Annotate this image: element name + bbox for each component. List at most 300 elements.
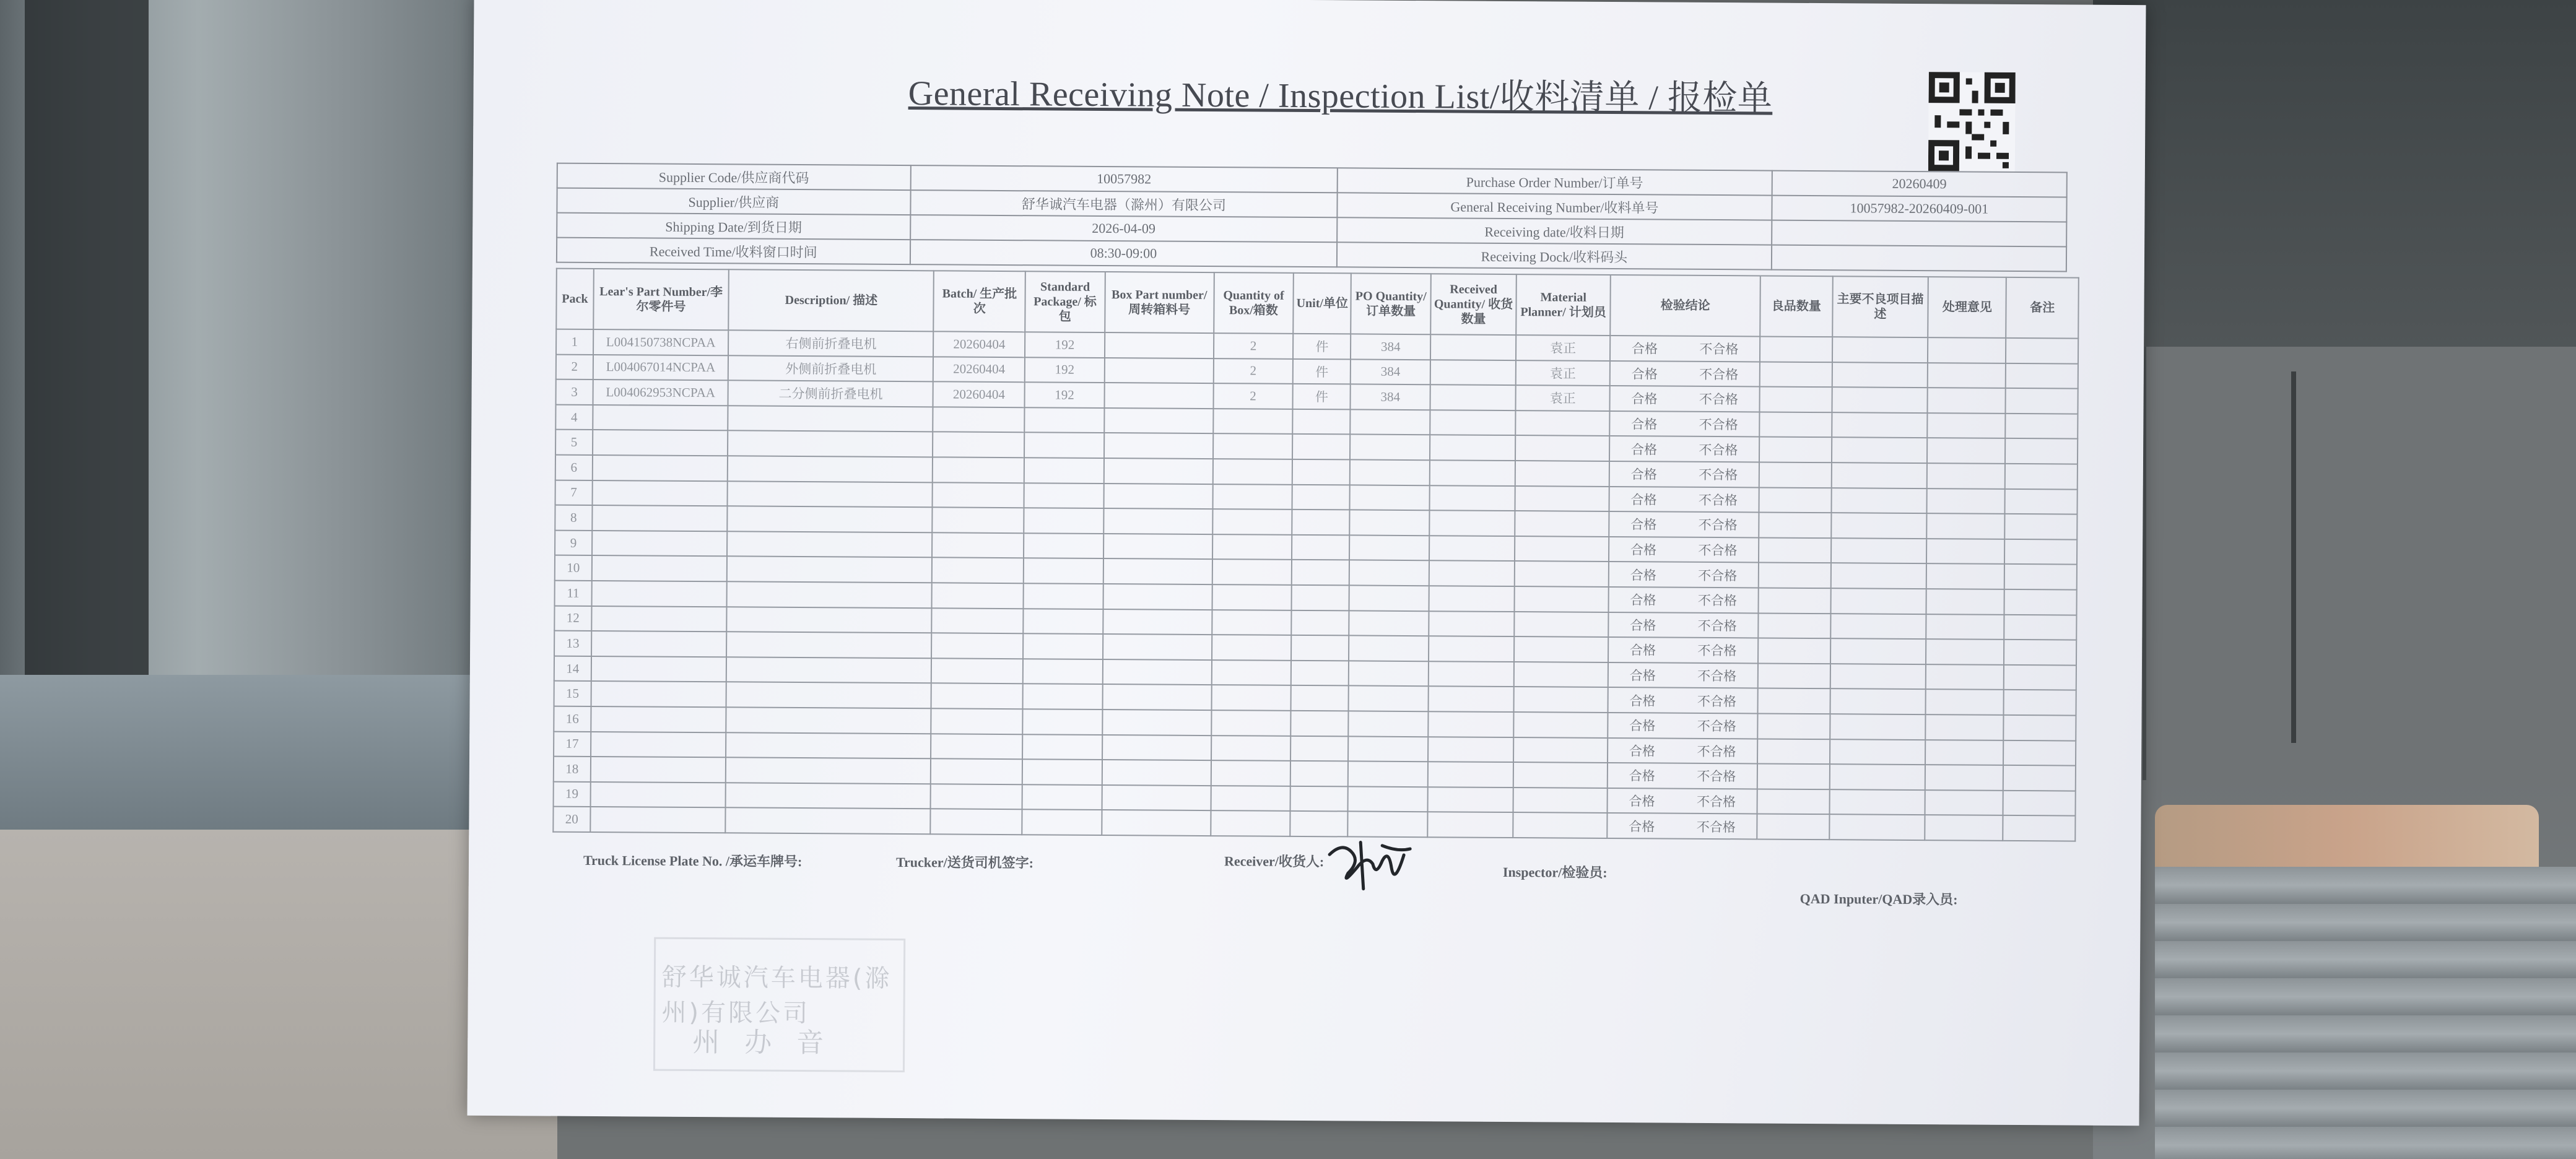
planner-cell xyxy=(1515,410,1609,436)
remark-cell xyxy=(2003,765,2076,791)
part-cell xyxy=(593,430,728,456)
planner-cell xyxy=(1514,636,1608,662)
planner-cell xyxy=(1514,662,1608,688)
defect-desc-cell xyxy=(1830,739,1926,765)
fail-label: 不合格 xyxy=(1697,719,1736,734)
defect-desc-cell xyxy=(1830,614,1926,640)
items-table xyxy=(552,268,2079,842)
part-cell xyxy=(591,606,727,632)
receiver-signature xyxy=(1323,830,1417,898)
part-cell xyxy=(591,656,726,682)
desc-cell xyxy=(727,581,932,608)
desc-cell xyxy=(726,632,931,658)
fail-label: 不合格 xyxy=(1698,542,1738,558)
batch-cell xyxy=(931,734,1022,759)
stamp-department-text: 州办音 xyxy=(692,1026,849,1059)
pack-cell: 14 xyxy=(554,656,591,681)
qty-box-cell xyxy=(1212,584,1292,610)
qty-box-cell xyxy=(1212,534,1292,560)
recv-qty-cell xyxy=(1427,787,1513,812)
inspection-result-cell xyxy=(1610,361,1760,387)
remark-cell xyxy=(2003,740,2076,765)
defect-desc-cell xyxy=(1830,638,1926,664)
std-pkg-cell xyxy=(1023,659,1103,684)
part-cell xyxy=(592,531,728,557)
batch-cell xyxy=(931,809,1022,835)
batch-cell xyxy=(932,532,1024,558)
part-cell xyxy=(591,731,726,757)
std-pkg-cell xyxy=(1024,508,1103,533)
inspection-result-cell xyxy=(1609,562,1759,588)
desc-cell xyxy=(727,607,932,633)
handling-cell xyxy=(1927,438,2005,463)
pack-cell: 16 xyxy=(554,706,591,731)
remark-cell xyxy=(2004,715,2076,740)
batch-cell xyxy=(933,457,1024,482)
qty-box-cell xyxy=(1211,786,1290,811)
column-header: 备注 xyxy=(2006,277,2079,339)
std-pkg-cell xyxy=(1024,458,1104,483)
batch-cell: 20260404 xyxy=(933,357,1025,382)
part-cell xyxy=(590,757,726,783)
handling-cell xyxy=(1927,488,2005,514)
desc-cell xyxy=(726,783,931,809)
planner-cell: 袁正 xyxy=(1516,360,1610,386)
po-qty-cell xyxy=(1349,535,1429,560)
defect-desc-cell xyxy=(1829,789,1925,815)
qty-box-cell xyxy=(1213,409,1293,434)
receiving-note-paper xyxy=(467,0,2146,1126)
unit-cell xyxy=(1290,761,1349,786)
qty-box-cell xyxy=(1211,685,1291,710)
unit-cell xyxy=(1291,661,1349,686)
pack-cell: 2 xyxy=(556,354,593,380)
defect-desc-cell xyxy=(1832,412,1928,438)
inspection-result-cell xyxy=(1608,662,1758,688)
inspection-result-cell xyxy=(1608,737,1757,763)
inspection-result-cell xyxy=(1609,511,1759,537)
header-label: Supplier Code/供应商代码 xyxy=(557,163,911,190)
std-pkg-cell xyxy=(1022,809,1102,835)
pass-label: 合格 xyxy=(1631,367,1658,382)
desc-cell xyxy=(728,506,933,532)
fail-label: 不合格 xyxy=(1697,693,1737,709)
pack-cell: 19 xyxy=(554,781,591,807)
box-part-cell xyxy=(1104,358,1213,384)
std-pkg-cell xyxy=(1023,633,1103,659)
box-part-cell xyxy=(1102,734,1211,760)
std-pkg-cell: 192 xyxy=(1025,332,1105,357)
recv-qty-cell xyxy=(1430,460,1515,485)
good-qty-cell xyxy=(1757,764,1830,789)
po-qty-cell xyxy=(1348,786,1428,812)
remark-cell xyxy=(2006,363,2078,388)
defect-desc-cell xyxy=(1832,362,1928,388)
desc-cell xyxy=(726,808,931,835)
fail-label: 不合格 xyxy=(1697,744,1736,760)
stamp-company-text: 舒华诚汽车电器(滁州)有限公司 xyxy=(661,963,892,1028)
pass-label: 合格 xyxy=(1630,618,1656,633)
handling-cell xyxy=(1925,815,2003,840)
batch-cell xyxy=(933,432,1024,458)
column-header: Pack xyxy=(556,269,593,329)
inspection-result-cell xyxy=(1608,612,1758,638)
planner-cell xyxy=(1513,737,1608,763)
column-header: Lear's Part Number/李尔零件号 xyxy=(593,269,729,330)
box-part-cell xyxy=(1103,634,1212,660)
box-part-cell xyxy=(1103,458,1212,484)
header-value: 20260409 xyxy=(1772,171,2067,198)
po-qty-cell xyxy=(1350,435,1430,460)
qty-box-cell xyxy=(1212,484,1292,510)
remark-cell xyxy=(2006,338,2078,363)
handling-cell xyxy=(1925,790,2003,815)
planner-cell xyxy=(1515,511,1609,537)
remark-cell xyxy=(2004,690,2076,715)
inspection-result-cell xyxy=(1608,788,1757,814)
recv-qty-cell xyxy=(1427,812,1513,837)
box-part-cell xyxy=(1102,810,1211,836)
pack-cell: 12 xyxy=(554,606,591,631)
good-qty-cell xyxy=(1757,789,1830,814)
recv-qty-cell xyxy=(1428,762,1513,787)
qty-box-cell: 2 xyxy=(1214,358,1294,384)
planner-cell xyxy=(1515,586,1609,612)
recv-qty-cell xyxy=(1430,410,1515,435)
recv-qty-cell xyxy=(1429,611,1514,636)
defect-desc-cell xyxy=(1830,563,1926,589)
qty-box-cell xyxy=(1212,509,1292,534)
planner-cell xyxy=(1513,812,1607,838)
qad-inputer-label: QAD Inputer/QAD录入员: xyxy=(1799,890,1958,908)
background-metal-panel xyxy=(2155,867,2576,1159)
unit-cell xyxy=(1292,535,1350,560)
unit-cell: 件 xyxy=(1293,384,1351,409)
batch-cell xyxy=(932,608,1024,633)
fail-label: 不合格 xyxy=(1699,442,1738,458)
std-pkg-cell: 192 xyxy=(1025,357,1105,383)
desc-cell xyxy=(726,682,931,709)
fail-label: 不合格 xyxy=(1699,417,1738,433)
truck-plate-label: Truck License Plate No. /承运车牌号: xyxy=(583,852,803,870)
batch-cell xyxy=(933,407,1025,432)
recv-qty-cell xyxy=(1430,334,1516,360)
good-qty-cell xyxy=(1757,713,1830,739)
recv-qty-cell xyxy=(1429,636,1514,661)
handling-cell xyxy=(1928,363,2006,388)
column-header: Batch/ 生产批次 xyxy=(934,271,1025,332)
po-qty-cell xyxy=(1349,560,1429,586)
header-value: 舒华诚汽车电器（滁州）有限公司 xyxy=(910,190,1338,217)
remark-cell xyxy=(2004,665,2076,690)
pack-cell: 11 xyxy=(555,581,592,606)
part-cell xyxy=(591,581,727,607)
defect-desc-cell xyxy=(1831,488,1927,514)
remark-cell xyxy=(2004,564,2077,589)
inspection-result-cell xyxy=(1609,537,1759,563)
part-cell xyxy=(592,505,728,531)
handling-cell xyxy=(1927,513,2005,539)
batch-cell xyxy=(931,633,1023,658)
std-pkg-cell xyxy=(1024,407,1104,433)
defect-desc-cell xyxy=(1830,688,1926,714)
inspection-result-cell xyxy=(1609,587,1759,613)
pack-cell: 15 xyxy=(554,681,591,706)
part-cell xyxy=(593,405,728,431)
batch-cell xyxy=(932,583,1024,608)
fail-label: 不合格 xyxy=(1698,568,1738,583)
header-label: General Receiving Number/收料单号 xyxy=(1338,193,1772,220)
fail-label: 不合格 xyxy=(1697,668,1737,684)
qr-code-icon xyxy=(1928,72,2016,171)
desc-cell xyxy=(728,456,933,482)
planner-cell xyxy=(1515,461,1609,487)
std-pkg-cell xyxy=(1024,483,1104,508)
qty-box-cell xyxy=(1212,610,1292,635)
unit-cell xyxy=(1290,736,1349,761)
box-part-cell xyxy=(1102,659,1211,685)
good-qty-cell xyxy=(1758,663,1830,688)
recv-qty-cell xyxy=(1428,687,1513,712)
pass-label: 合格 xyxy=(1629,693,1656,709)
pass-label: 合格 xyxy=(1629,668,1656,684)
planner-cell xyxy=(1515,486,1609,512)
good-qty-cell xyxy=(1760,387,1832,412)
background-cabinet xyxy=(2143,347,2576,780)
std-pkg-cell xyxy=(1024,533,1103,558)
qty-box-cell xyxy=(1213,459,1293,484)
good-qty-cell xyxy=(1759,563,1831,588)
header-label: Supplier/供应商 xyxy=(557,188,910,215)
remark-cell xyxy=(2004,614,2077,640)
recv-qty-cell xyxy=(1429,510,1515,536)
pack-cell: 10 xyxy=(555,555,592,581)
std-pkg-cell xyxy=(1024,433,1104,458)
pass-label: 合格 xyxy=(1630,517,1657,532)
desc-cell xyxy=(726,707,931,734)
good-qty-cell xyxy=(1759,588,1831,613)
unit-cell xyxy=(1292,510,1350,535)
std-pkg-cell xyxy=(1023,609,1103,634)
pack-cell: 17 xyxy=(554,731,591,757)
defect-desc-cell xyxy=(1830,714,1926,740)
planner-cell xyxy=(1515,435,1609,461)
po-qty-cell xyxy=(1348,736,1428,762)
desc-cell: 右侧前折叠电机 xyxy=(728,330,933,357)
column-header: Description/ 描述 xyxy=(729,269,934,331)
desc-cell xyxy=(726,757,931,784)
box-part-cell xyxy=(1103,584,1212,610)
inspection-result-cell xyxy=(1608,687,1758,713)
handling-cell xyxy=(1926,639,2004,664)
qty-box-cell xyxy=(1213,433,1293,459)
pass-label: 合格 xyxy=(1630,441,1658,458)
good-qty-cell xyxy=(1759,537,1831,563)
good-qty-cell xyxy=(1759,437,1832,462)
good-qty-cell xyxy=(1758,688,1830,714)
unit-cell xyxy=(1292,409,1351,435)
po-qty-cell: 384 xyxy=(1351,359,1430,384)
pack-cell: 3 xyxy=(556,380,593,405)
po-qty-cell xyxy=(1350,459,1430,485)
column-header: 主要不良项目描述 xyxy=(1832,276,1928,337)
part-cell xyxy=(591,681,726,707)
planner-cell xyxy=(1514,612,1608,638)
qty-box-cell xyxy=(1212,559,1292,584)
unit-cell xyxy=(1292,560,1350,585)
header-info-table xyxy=(556,163,2068,272)
desc-cell: 外侧前折叠电机 xyxy=(728,355,933,382)
planner-cell xyxy=(1513,788,1608,814)
qty-box-cell xyxy=(1211,760,1291,786)
good-qty-cell xyxy=(1758,613,1830,638)
part-cell xyxy=(592,480,728,506)
header-value: 10057982-20260409-001 xyxy=(1772,196,2067,222)
desc-cell xyxy=(726,732,931,759)
good-qty-cell xyxy=(1759,513,1831,538)
fail-label: 不合格 xyxy=(1699,367,1739,383)
box-part-cell xyxy=(1103,534,1212,560)
handling-cell xyxy=(1925,765,2003,790)
unit-cell xyxy=(1290,786,1349,812)
background-post xyxy=(25,0,149,681)
planner-cell xyxy=(1513,762,1608,788)
fail-label: 不合格 xyxy=(1698,518,1738,533)
handling-cell xyxy=(1928,388,2006,413)
handling-cell xyxy=(1926,664,2004,690)
desc-cell xyxy=(728,481,933,508)
batch-cell xyxy=(931,758,1022,784)
fail-label: 不合格 xyxy=(1697,618,1737,634)
inspection-result-cell xyxy=(1609,411,1759,437)
column-header: PO Quantity/ 订单数量 xyxy=(1351,273,1431,334)
po-qty-cell xyxy=(1349,610,1429,636)
inspection-result-cell xyxy=(1608,637,1758,663)
batch-cell xyxy=(931,708,1023,734)
trucker-label: Trucker/送货司机签字: xyxy=(895,854,1034,871)
defect-desc-cell xyxy=(1830,588,1926,614)
header-label: Shipping Date/到货日期 xyxy=(557,213,910,240)
box-part-cell xyxy=(1103,484,1212,510)
company-stamp xyxy=(653,937,905,1072)
pass-label: 合格 xyxy=(1631,341,1658,357)
header-value xyxy=(1772,245,2067,272)
good-qty-cell xyxy=(1757,739,1830,764)
batch-cell xyxy=(931,684,1023,709)
box-part-cell xyxy=(1103,609,1212,635)
qty-box-cell xyxy=(1211,736,1291,761)
pass-label: 合格 xyxy=(1629,794,1655,809)
po-qty-cell xyxy=(1349,661,1429,686)
inspection-result-cell xyxy=(1610,386,1760,412)
std-pkg-cell xyxy=(1024,558,1103,584)
fail-label: 不合格 xyxy=(1699,467,1738,483)
std-pkg-cell xyxy=(1022,734,1102,760)
fail-label: 不合格 xyxy=(1696,794,1736,810)
std-pkg-cell xyxy=(1022,784,1102,810)
box-part-cell xyxy=(1102,710,1211,736)
po-qty-cell: 384 xyxy=(1351,384,1430,410)
qty-box-cell: 2 xyxy=(1213,383,1293,409)
header-value xyxy=(1772,220,2067,247)
unit-cell xyxy=(1291,610,1349,635)
unit-cell: 件 xyxy=(1293,358,1351,384)
inspection-result-cell xyxy=(1608,813,1757,839)
remark-cell xyxy=(2004,640,2076,665)
planner-cell: 袁正 xyxy=(1516,335,1610,361)
box-part-cell xyxy=(1103,508,1212,534)
part-cell xyxy=(591,706,726,732)
pass-label: 合格 xyxy=(1630,492,1657,508)
handling-cell xyxy=(1928,413,2006,438)
recv-qty-cell xyxy=(1429,661,1514,687)
box-part-cell xyxy=(1102,760,1211,786)
header-label: Receiving date/收料日期 xyxy=(1337,217,1772,245)
defect-desc-cell xyxy=(1831,513,1927,539)
batch-cell xyxy=(931,784,1022,809)
std-pkg-cell xyxy=(1023,684,1103,710)
box-part-cell xyxy=(1103,558,1212,584)
unit-cell xyxy=(1291,635,1349,661)
qty-box-cell xyxy=(1211,810,1290,836)
po-qty-cell xyxy=(1349,636,1429,661)
handling-cell xyxy=(1926,563,2004,589)
desc-cell xyxy=(728,406,933,432)
background-window-sill xyxy=(0,675,508,830)
inspector-label: Inspector/检验员: xyxy=(1502,864,1608,880)
column-header: 处理意见 xyxy=(1928,277,2007,338)
good-qty-cell xyxy=(1760,362,1832,387)
po-qty-cell: 384 xyxy=(1351,334,1430,359)
unit-cell xyxy=(1292,434,1351,459)
po-qty-cell xyxy=(1350,510,1430,536)
batch-cell: 20260404 xyxy=(933,381,1025,407)
desc-cell xyxy=(727,557,932,583)
good-qty-cell xyxy=(1757,814,1829,840)
inspection-result-cell xyxy=(1608,713,1757,739)
fail-label: 不合格 xyxy=(1698,492,1738,508)
po-qty-cell xyxy=(1349,711,1429,736)
recv-qty-cell xyxy=(1429,561,1515,586)
handling-cell xyxy=(1926,689,2004,714)
pass-label: 合格 xyxy=(1630,567,1656,583)
box-part-cell xyxy=(1102,684,1211,710)
part-cell: L004062953NCPAA xyxy=(593,380,728,406)
desc-cell xyxy=(727,531,932,558)
defect-desc-cell xyxy=(1830,664,1926,690)
column-header: Standard Package/ 标包 xyxy=(1025,271,1105,332)
handling-cell xyxy=(1927,463,2005,488)
background-cabinet-seam xyxy=(2291,371,2296,743)
planner-cell xyxy=(1513,712,1608,738)
good-qty-cell xyxy=(1759,412,1832,437)
column-header: 检验结论 xyxy=(1610,275,1760,336)
qty-box-cell xyxy=(1211,710,1291,736)
part-cell xyxy=(591,631,727,657)
header-label: Purchase Order Number/订单号 xyxy=(1338,168,1772,195)
std-pkg-cell xyxy=(1024,583,1103,609)
defect-desc-cell xyxy=(1831,538,1927,564)
pack-cell: 8 xyxy=(555,505,592,531)
defect-desc-cell xyxy=(1832,387,1928,413)
pack-cell: 6 xyxy=(555,455,593,480)
pack-cell: 18 xyxy=(554,757,591,782)
remark-cell xyxy=(2005,514,2078,539)
pass-label: 合格 xyxy=(1630,593,1656,608)
pack-cell: 20 xyxy=(553,807,590,832)
pack-cell: 13 xyxy=(554,631,591,656)
remark-cell xyxy=(2005,464,2078,489)
